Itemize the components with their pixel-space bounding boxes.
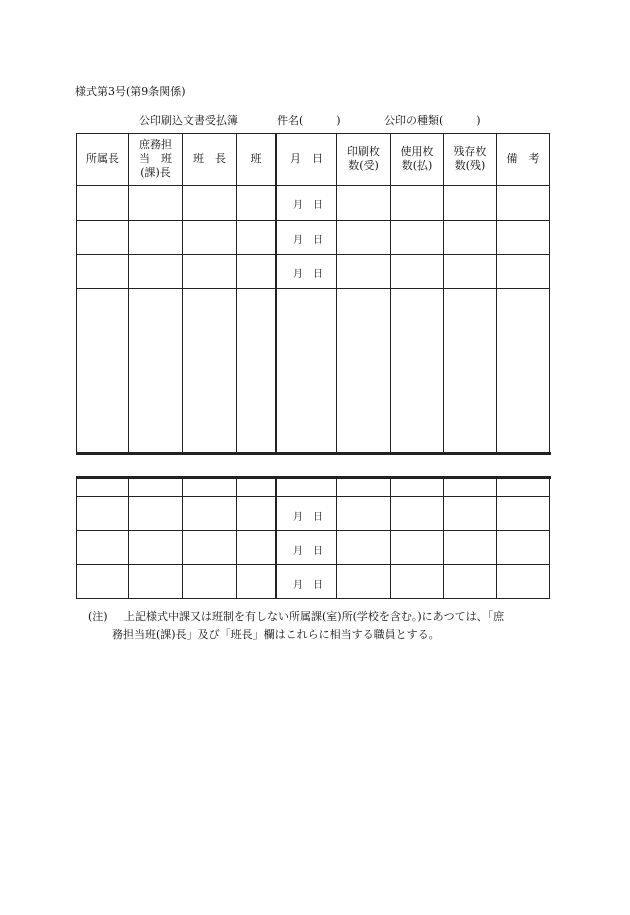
col-border [336, 133, 337, 454]
break-line-bottom [76, 476, 551, 479]
col-border [236, 133, 237, 454]
row-border [76, 220, 550, 221]
note-line-1: 上記様式中課又は班制を有しない所属課(室)所(学校を含む。)にあつては、「庶 [124, 610, 505, 623]
break-line-top [76, 452, 551, 455]
row-border [76, 564, 550, 565]
col-border-thick [275, 477, 277, 599]
col-border [549, 133, 550, 454]
header-section-chief: 所属長 [86, 152, 119, 165]
table-bottom-border [76, 598, 550, 599]
col-border [76, 477, 77, 599]
row-date-label: 月 日 [293, 269, 323, 280]
header-printed-count: 印刷枚 数(受) [347, 145, 380, 172]
table-top-border [76, 133, 550, 134]
header-date: 月 日 [290, 152, 323, 165]
row-date-label: 月 日 [293, 235, 323, 246]
col-border [443, 477, 444, 599]
col-border [390, 477, 391, 599]
col-border [76, 133, 77, 454]
col-border [390, 133, 391, 454]
row-border [76, 530, 550, 531]
row-date-label: 月 日 [293, 580, 323, 591]
row-border [76, 254, 550, 255]
header-team-leader: 班 長 [193, 152, 226, 165]
header-bottom-border [76, 185, 550, 186]
row-date-label: 月 日 [293, 546, 323, 557]
seal-type-field: 公印の種類( ) [384, 114, 481, 127]
col-border [549, 477, 550, 599]
header-general-affairs-chief: 庶務担 当 班 (課)長 [139, 138, 172, 179]
header-remarks: 備 考 [506, 152, 540, 165]
header-remaining-count: 残存枚 数(残) [453, 145, 487, 172]
row-border [76, 288, 550, 289]
row-date-label: 月 日 [293, 200, 323, 211]
form-code: 様式第3号(第9条関係) [75, 85, 186, 98]
col-border [496, 477, 497, 599]
col-border-thick [275, 133, 277, 454]
row-date-label: 月 日 [293, 512, 323, 523]
register-title: 公印刷込文書受払簿 [139, 114, 238, 127]
item-name-field: 件名( ) [277, 114, 341, 127]
header-team: 班 [250, 152, 262, 165]
col-border [128, 477, 129, 599]
header-used-count: 使用枚 数(払) [400, 145, 434, 172]
col-border [182, 133, 183, 454]
note-prefix: (注) [88, 610, 108, 623]
row-border [76, 496, 550, 497]
col-border [336, 477, 337, 599]
col-border [128, 133, 129, 454]
col-border [236, 477, 237, 599]
col-border [496, 133, 497, 454]
col-border [443, 133, 444, 454]
note-line-2: 務担当班(課)長」及び「班長」欄はこれらに相当する職員とする。 [112, 628, 440, 641]
col-border [182, 477, 183, 599]
